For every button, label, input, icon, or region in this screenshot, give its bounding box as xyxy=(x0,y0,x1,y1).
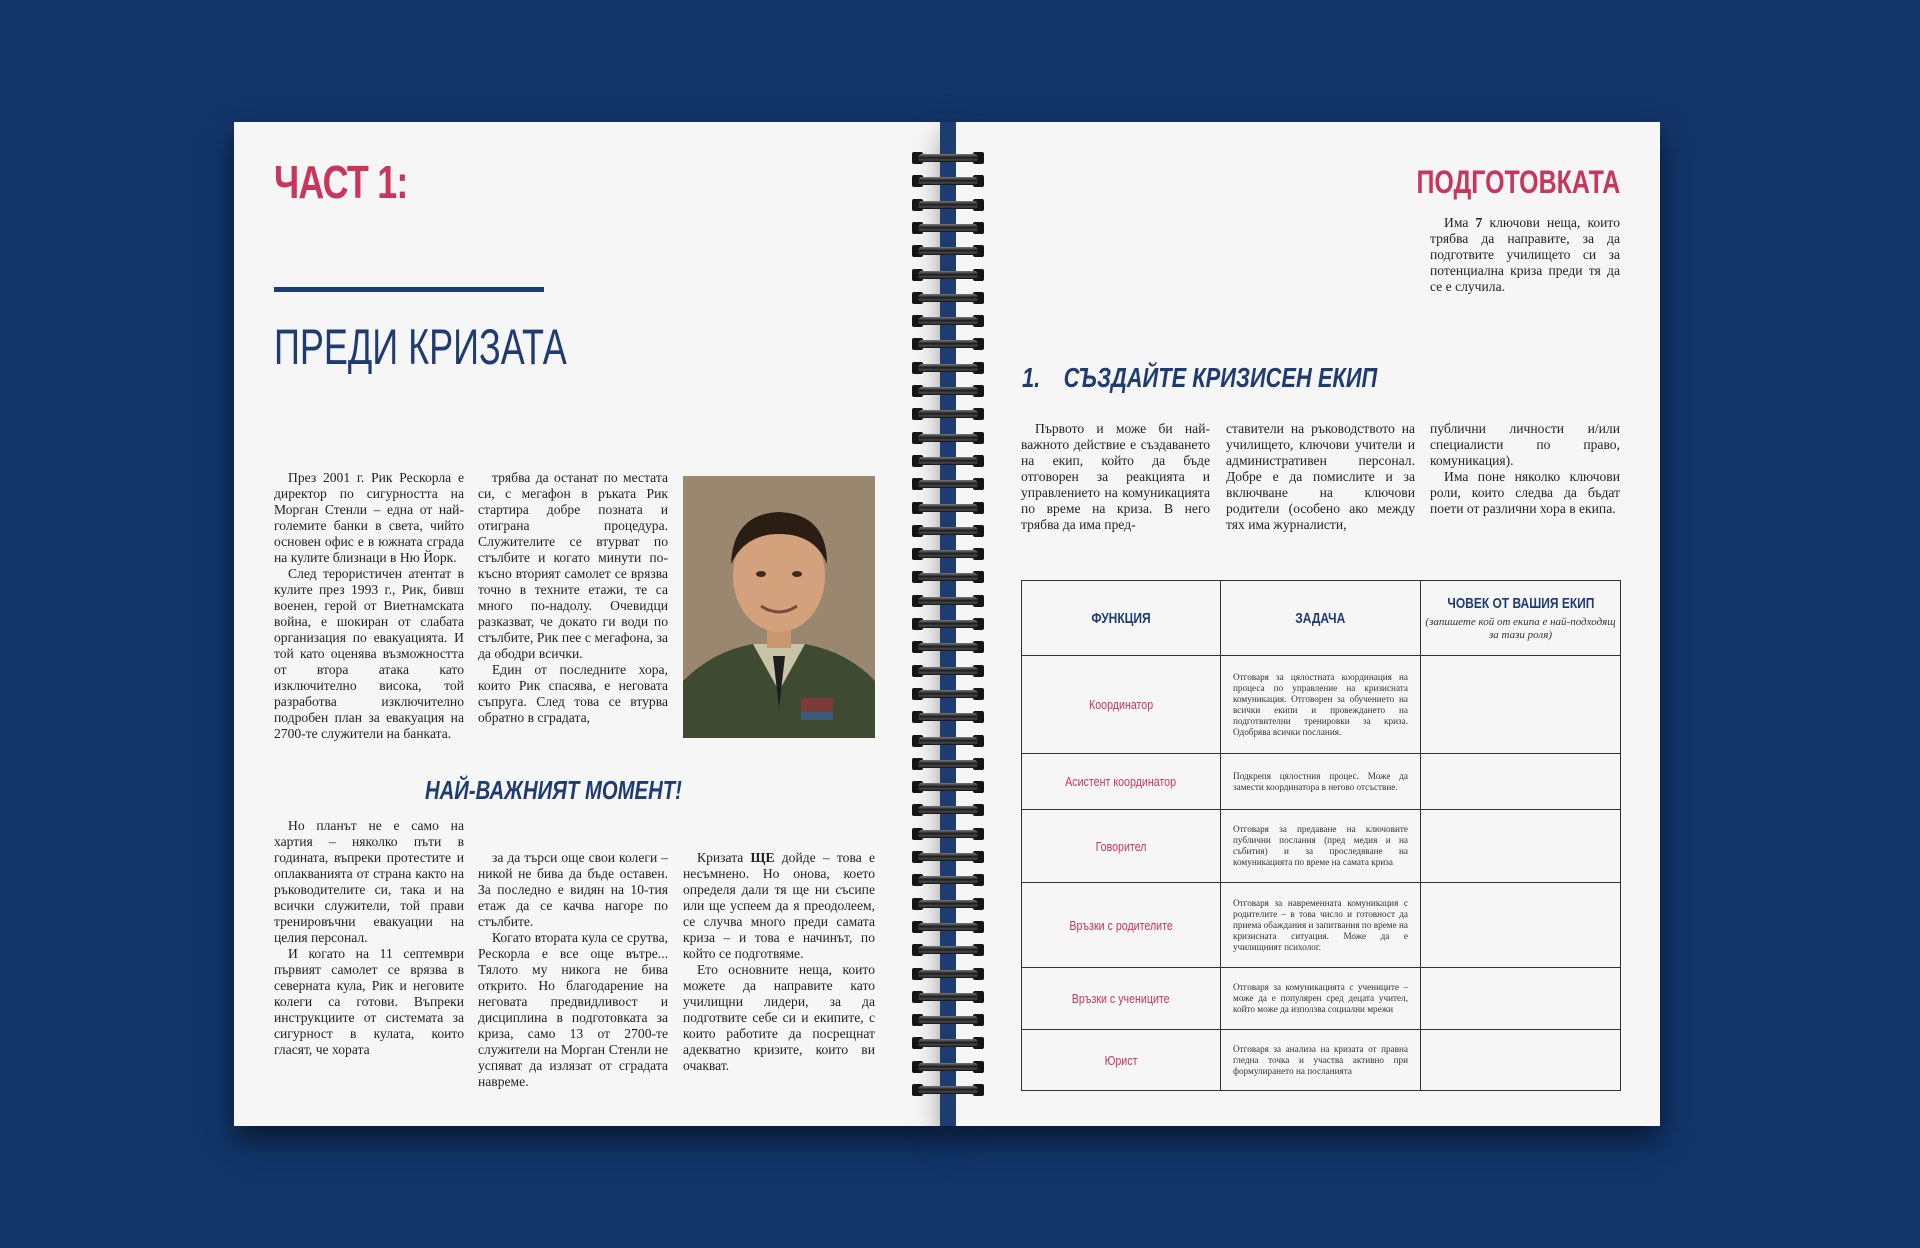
portrait-photo xyxy=(683,476,875,738)
emphasis: ЩЕ xyxy=(750,850,775,865)
paragraph: Когато втората кула се срутва, Рескорла е все още вътре... Тялото му никога не бива открито. Но благодарение на неговата предвидливост и дисциплина в подготовката за криза, само 13 от 2700-те служители на Морган Стенли не успяват да излязат от сградата навреме. xyxy=(478,930,668,1089)
spiral-coil xyxy=(912,828,984,840)
spiral-coil xyxy=(912,385,984,397)
table-row xyxy=(1022,754,1621,810)
text-fragment: Има xyxy=(1444,215,1476,230)
step-heading xyxy=(1022,362,1377,394)
table-row xyxy=(1022,1030,1621,1091)
header-label: ЧОВЕК ОТ ВАШИЯ ЕКИП xyxy=(1446,594,1595,612)
team-member-cell[interactable] xyxy=(1421,754,1621,810)
text-fragment: ключови неща, които трябва да направите, за да подготвите училището си за потенциална криза преди тя да се е случила. xyxy=(1430,215,1620,294)
column-header-person xyxy=(1421,581,1621,656)
team-member-cell[interactable] xyxy=(1421,656,1621,754)
spiral-coil xyxy=(912,758,984,770)
text-column-2b xyxy=(478,850,668,1090)
spiral-coil xyxy=(912,851,984,863)
paragraph xyxy=(1430,215,1620,295)
text-fragment: дойде – това е несъмнено. Но онова, което определя дали тя ще ни съсипе или ще успеем да я преодолеем, се случва много преди самата криза – и това е начинът, по който се подготвяме. xyxy=(683,850,875,961)
spiral-coil xyxy=(912,269,984,281)
task-cell: Подкрепя цялостния процес. Може да замести координатора в негово отсъствие. xyxy=(1221,754,1421,810)
header-label: ЗАДАЧА xyxy=(1295,609,1346,627)
task-cell: Отговаря за анализа на кризата от правна гледна точка и участва активно при формулирането на посланията xyxy=(1221,1030,1421,1091)
table-row xyxy=(1022,656,1621,754)
function-cell xyxy=(1022,883,1221,968)
intro-text xyxy=(1430,215,1620,295)
paragraph: След терористичен атентат в кулите през 1993 г., Рик, бивш военен, герой от Виетнамската война, е шокиран от слабата организация по евакуацията. И той като оценява възможността от втора атака като изключително висока, той разработва изключително подробен план за евакуация на 2700-те служители на банката. xyxy=(274,566,464,741)
paragraph: Има поне няколко ключови роли, които следва да бъдат поети от различни хора в екипа. xyxy=(1430,469,1620,516)
spiral-coil xyxy=(912,338,984,350)
spiral-coil xyxy=(912,548,984,560)
step-title: СЪЗДАЙТЕ КРИЗИСЕН ЕКИП xyxy=(1063,362,1378,393)
text-column-1 xyxy=(274,470,464,742)
spiral-coil xyxy=(912,1061,984,1073)
part-title: ПРЕДИ КРИЗАТА xyxy=(274,319,567,375)
task-cell: Отговаря за предаване на ключовите публични послания (пред медия и на събития) и за проследяване на комуникацията по време на самата криза xyxy=(1221,810,1421,883)
column-header-function xyxy=(1022,581,1221,656)
paragraph: И когато на 11 септември първият самолет се врязва в северната кула, Рик и неговите колеги са готови. Въпреки инструкциите от системата за сигурност в кулата, които гласят, че хората xyxy=(274,946,464,1057)
spiral-coil xyxy=(912,432,984,444)
paragraph: трябва да останат по местата си, с мегафон в ръката Рик стартира добре позната и отиграна процедура. Служителите се втурват по стълбите и когато минути по-късно вторият самолет се врязва точно в техните етажи, те са много по-надолу. Очевидци разказват, че докато ги води по стълбите, Рик пее с мегафона, за да ободри всички. xyxy=(478,470,668,661)
spiral-coil xyxy=(912,665,984,677)
spiral-coil xyxy=(912,618,984,630)
paragraph: Един от последните хора, които Рик спасява, е неговата съпруга. След това се втурва обратно в сградата, xyxy=(478,662,668,725)
paragraph: за да търси още свои колеги – никой не бива да бъде оставен. За последно е видян на 10-тия етаж да се качва нагоре по стълбите. xyxy=(478,850,668,929)
spiral-coil xyxy=(912,595,984,607)
team-member-cell[interactable] xyxy=(1421,810,1621,883)
spiral-coil xyxy=(912,898,984,910)
spiral-coil xyxy=(912,641,984,653)
spiral-coil xyxy=(912,1037,984,1049)
paragraph: Ето основните неща, които можете да направите като училищни лидери, за да подготвите себе си и екипите, с които работите да посрещнат адекватно кризите, които ви очакват. xyxy=(683,962,875,1073)
step-text-col2: ставители на ръководството на училището, ключови учители и административен персонал. Добре е да помислите и за включване на ключови родители (особено ако между тях има журналисти, xyxy=(1226,421,1415,532)
task-cell: Отговаря за навременната комуникация с родителите – в това число и готовност да приема обаждания и запитвания по време на кризисната ситуация. Може да е училищният психолог. xyxy=(1221,883,1421,968)
team-member-cell[interactable] xyxy=(1421,968,1621,1030)
spiral-coil xyxy=(912,478,984,490)
section-title: ПОДГОТОВКАТА xyxy=(1416,164,1620,200)
header-label: ФУНКЦИЯ xyxy=(1091,609,1151,627)
function-label: Юрист xyxy=(1104,1052,1138,1068)
paragraph: През 2001 г. Рик Рескорла е директор по сигурността на Морган Стенли – една от най-големите банки в света, чийто основен офис е в южната сграда на кулите близнаци в Ню Йорк. xyxy=(274,470,464,565)
function-cell xyxy=(1022,754,1221,810)
team-member-cell[interactable] xyxy=(1421,1030,1621,1091)
spiral-coil xyxy=(912,152,984,164)
text-column-2 xyxy=(478,470,668,726)
spiral-coil xyxy=(912,175,984,187)
function-cell xyxy=(1022,656,1221,754)
spiral-coil xyxy=(912,735,984,747)
function-label: Асистент координатор xyxy=(1065,774,1177,789)
step-text-col3 xyxy=(1430,421,1620,517)
function-label: Връзки с учениците xyxy=(1072,991,1170,1006)
title-rule xyxy=(274,287,544,292)
table-header-row xyxy=(1022,581,1621,656)
paragraph xyxy=(683,850,875,962)
paragraph: Но планът не е само на хартия – няколко пъти в годината, въпреки протестите и оплакванията от страна както на ръководителите си, така и на всички служители, той прави тренировъчни евакуации на целия персонал. xyxy=(274,818,464,945)
task-cell: Отговаря за комуникацията с учениците – може да е популярен сред децата учител, който може да използва социални мрежи xyxy=(1221,968,1421,1030)
table-row xyxy=(1022,883,1621,968)
spiral-coil xyxy=(912,292,984,304)
task-cell: Отговаря за цялостната координация на процеса по управление на кризисната комуникация. Отговорен за обучението на всички екипи и провеждането на подготвителни тренировки за криза. Одобрява всички послания. xyxy=(1221,656,1421,754)
portrait-illustration xyxy=(683,476,875,738)
spiral-coil xyxy=(912,315,984,327)
crisis-team-table xyxy=(1021,580,1621,1091)
spiral-coil xyxy=(912,991,984,1003)
spiral-coil xyxy=(912,968,984,980)
table-row xyxy=(1022,810,1621,883)
spiral-coil xyxy=(912,804,984,816)
spiral-coil xyxy=(912,1084,984,1096)
spiral-coil xyxy=(912,362,984,374)
spiral-coil xyxy=(912,944,984,956)
spiral-coil xyxy=(912,571,984,583)
function-cell xyxy=(1022,1030,1221,1091)
table-row xyxy=(1022,968,1621,1030)
spiral-coil xyxy=(912,781,984,793)
text-fragment: Кризата xyxy=(697,850,751,865)
step-text-col1: Първото и може би най-важното действие е създаването на екип, който да бъде отговорен за реакцията и управлението на комуникацията по време на криза. В него трябва да има пред- xyxy=(1021,421,1210,532)
function-cell xyxy=(1022,968,1221,1030)
text-column-3 xyxy=(683,850,875,1074)
emphasis: 7 xyxy=(1475,215,1483,230)
spiral-coil xyxy=(912,245,984,257)
function-label: Говорител xyxy=(1095,838,1147,854)
spiral-coil xyxy=(912,1014,984,1026)
spiral-coil xyxy=(912,874,984,886)
team-member-cell[interactable] xyxy=(1421,883,1621,968)
spiral-coil xyxy=(912,502,984,514)
spiral-coil xyxy=(912,711,984,723)
paragraph: публични личности и/или специалисти по право, комуникация). xyxy=(1430,421,1620,468)
spiral-coil xyxy=(912,455,984,467)
function-cell xyxy=(1022,810,1221,883)
function-label: Координатор xyxy=(1088,697,1154,712)
spiral-coil xyxy=(912,222,984,234)
step-number: 1. xyxy=(1022,362,1041,393)
column-header-task xyxy=(1221,581,1421,656)
text-column-1b xyxy=(274,818,464,1058)
function-label: Връзки с родителите xyxy=(1069,917,1173,933)
spiral-coil xyxy=(912,408,984,420)
spiral-coil xyxy=(912,688,984,700)
spiral-coil xyxy=(912,199,984,211)
chapter-label: ЧАСТ 1: xyxy=(274,156,408,208)
spiral-coil xyxy=(912,921,984,933)
spiral-coil xyxy=(912,525,984,537)
header-note: (запишете кой от екипа е най-подходящ за тази роля) xyxy=(1425,615,1616,641)
pull-quote: НАЙ-ВАЖНИЯТ МОМЕНТ! xyxy=(425,775,682,805)
